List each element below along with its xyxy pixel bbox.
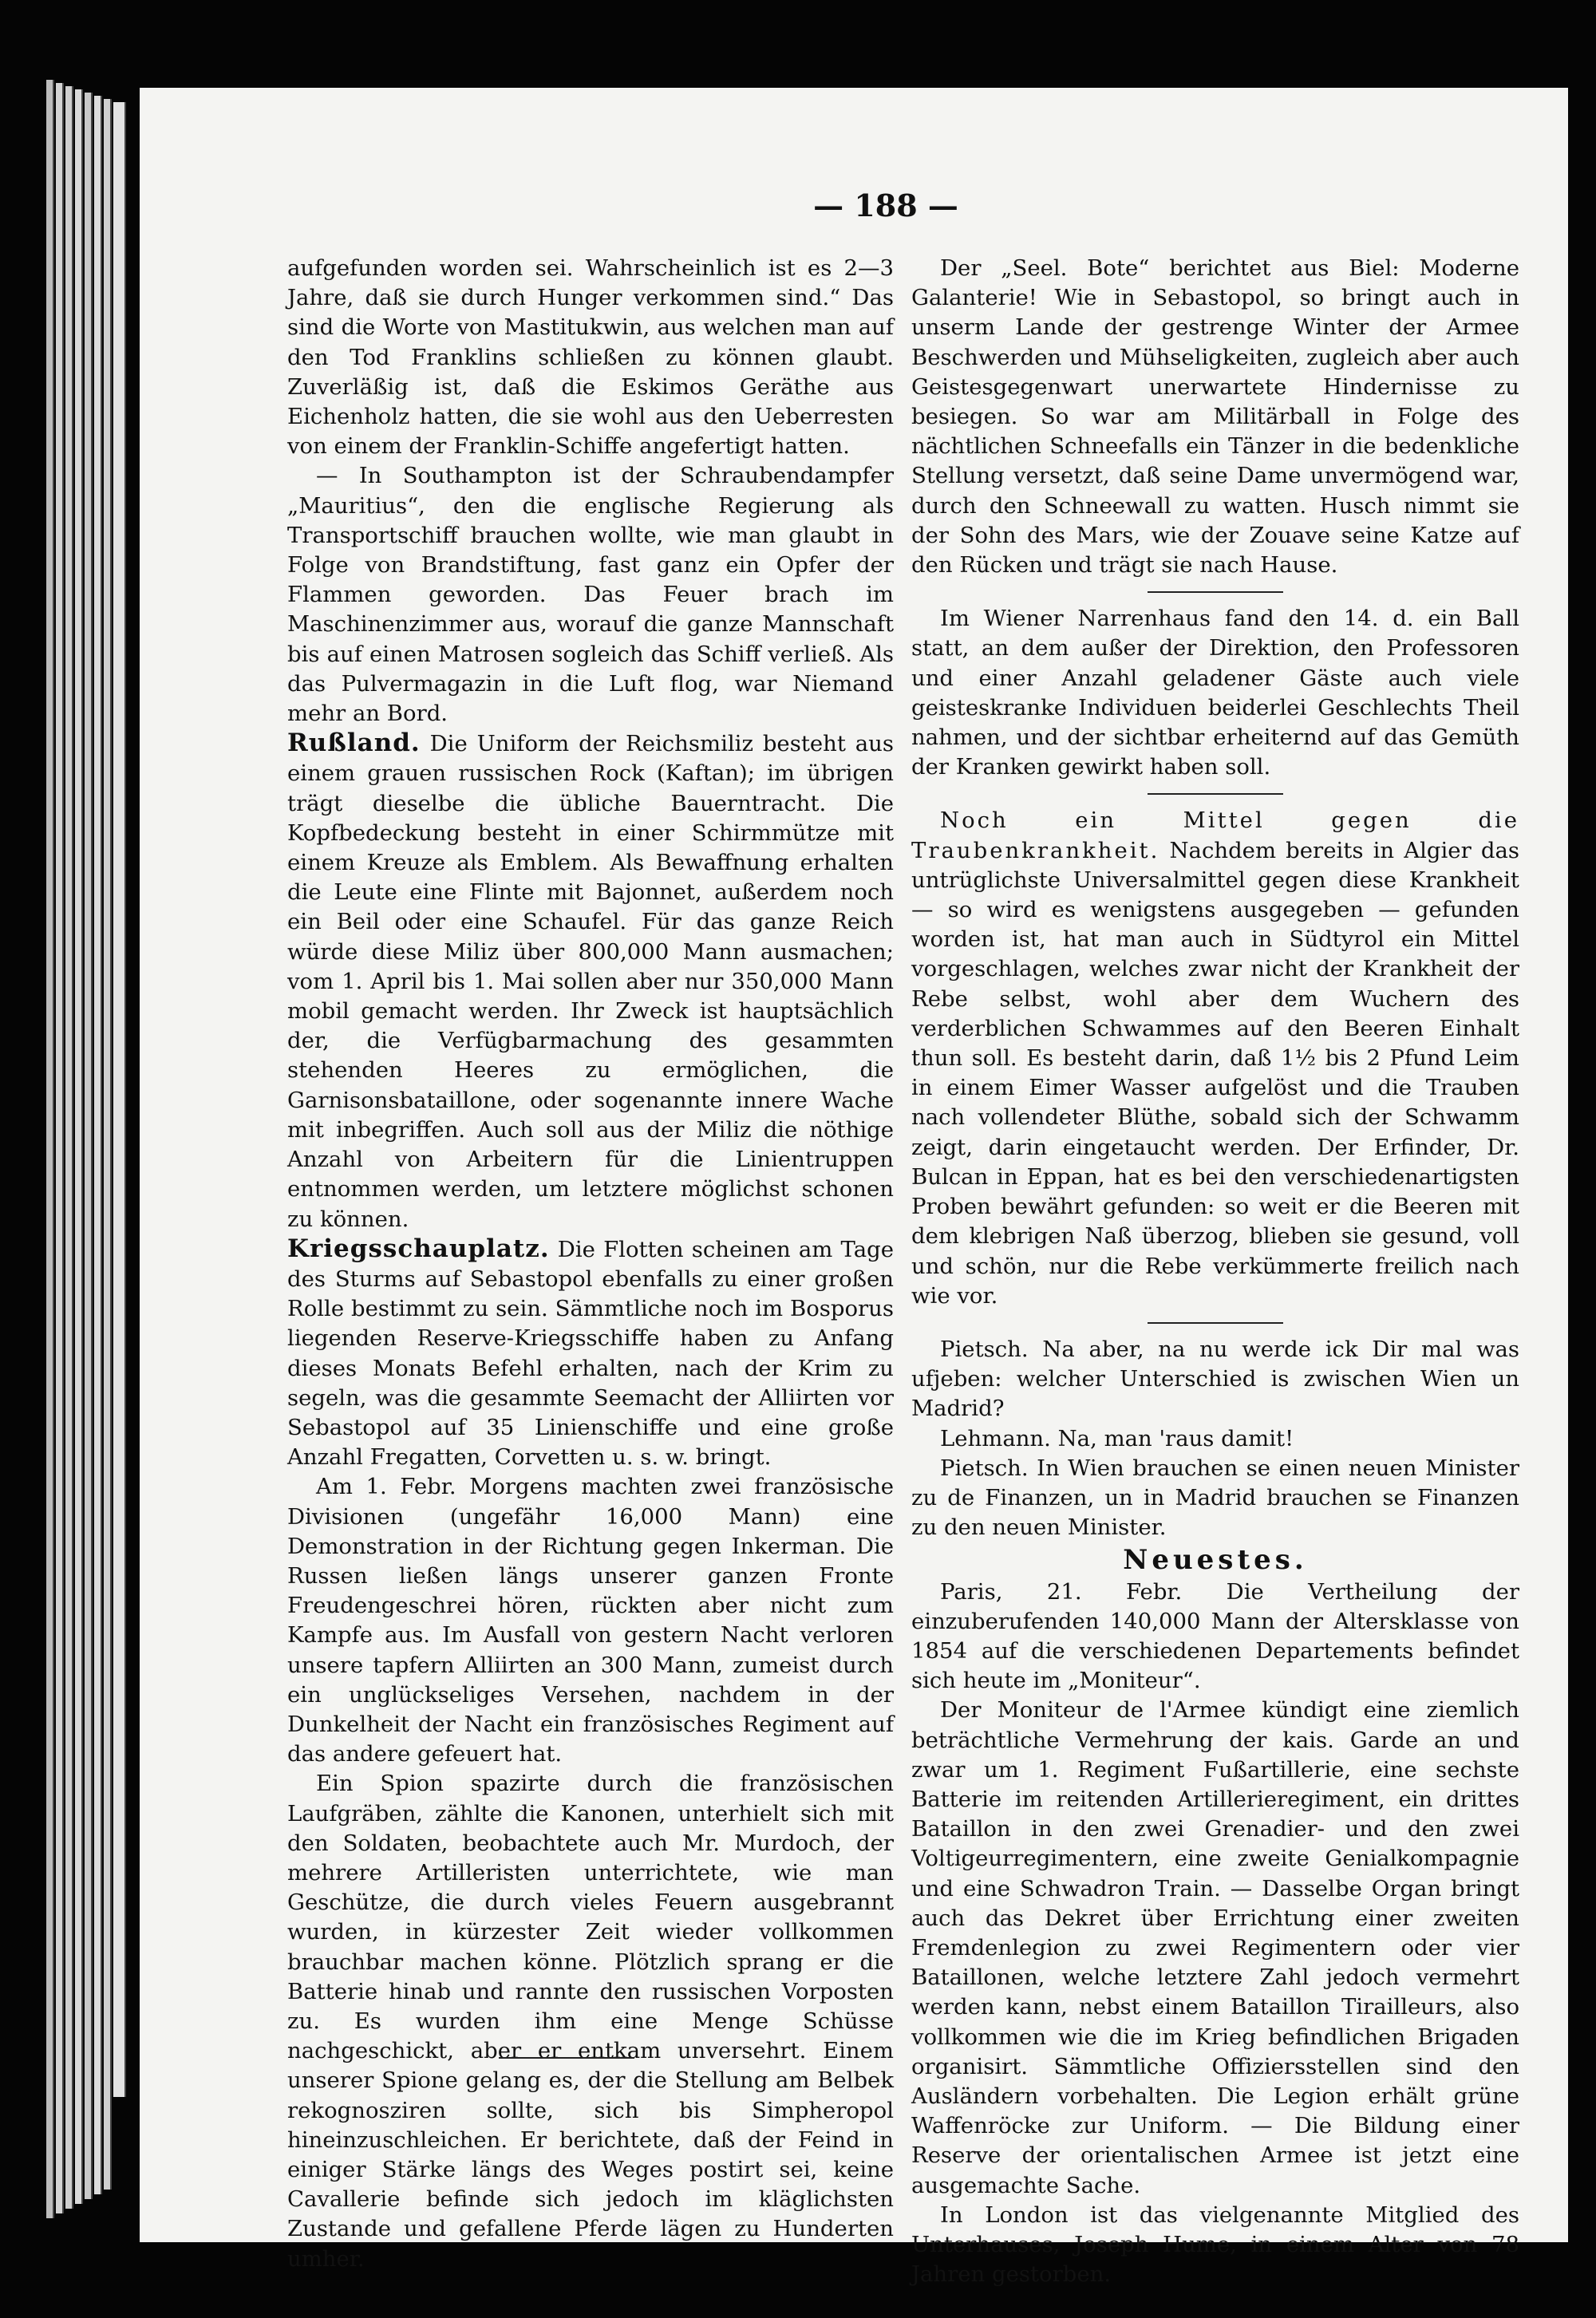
page-edge (85, 93, 93, 2199)
paragraph: Pietsch. In Wien brauchen se einen neuen Minister zu de Finanzen, un in Madrid brauchen se Finanzen zu den neuen Minister. (911, 1455, 1519, 1541)
paragraph: Der „Seel. Bote“ berichtet aus Biel: Moderne Galanterie! Wie in Sebastopol, so bringt auch in unserm Lande der gestrenge Winter der Armee Beschwerden und Mühseligkeiten, zugleich aber auch Geistesgegenwart unerwartete Hindernisse zu besiegen. So war am Militärball in Folge des nächtlichen Schneefalls ein Tänzer in die bedenkliche Stellung versetzt, daß seine Dame unvermögend war, durch den Schneewall zu watten. Husch nimmt sie der Sohn des Mars, wie der Zouave seine Katze auf den Rücken und trägt sie nach Hause. (911, 255, 1519, 579)
section-heading: Rußland. (287, 729, 421, 758)
page-edge (46, 80, 54, 2218)
page-edge (56, 83, 64, 2213)
page-number: — 188 — (813, 188, 958, 223)
paragraph (287, 1234, 894, 1473)
page-edge (94, 96, 102, 2194)
page-edge (65, 86, 73, 2209)
paragraph: Im Wiener Narrenhaus fand den 14. d. ein Ball statt, an dem außer der Direktion, den Professoren und einer Anzahl geladener Gäste auch viele geisteskranke Individuen beiderlei Geschlechts Theil nahmen, und der sichtbar erheiternd auf das Gemüth der Kranken gewirkt haben soll. (911, 606, 1519, 780)
paragraph: Paris, 21. Febr. Die Vertheilung der einzuberufenden 140,000 Mann der Altersklasse von 1854 auf die verschiedenen Departements befindet sich heute im „Moniteur“. (911, 1578, 1519, 1694)
paragraph: Ein Spion spazirte durch die französischen Laufgräben, zählte die Kanonen, unterhielt sich mit den Soldaten, beobachtete auch Mr. Murdoch, der mehrere Artilleristen unterrichtete, wie man Geschütze, die durch vieles Feuern ausgebrannt wurden, in kürzester Zeit wieder vollkommen brauchbar machen könne. Plötzlich sprang er die Batterie hinab und rannte den russischen Vorposten zu. Es wurden ihm eine Menge Schüsse nachgeschickt, aber er entkam unversehrt. Einem unserer Spione gelang es, der die Stellung am Belbek rekognosziren sollte, sich bis Simpheropol hineinzuschleichen. Er berichtete, daß der Feind in einiger Stärke längs des Weges postirt sei, keine Cavallerie befinde sich jedoch im kläglichsten Zustande und gefallene Pferde lägen zu Hunderten umher. (287, 1771, 894, 2272)
page-edge (75, 89, 83, 2204)
paragraph: — In Southampton ist der Schraubendampfer „Mauritius“, den die englische Regierung als Transportschiff brauchen wollte, wie man glaubt in Folge von Brandstiftung, fast ganz ein Opfer der Flammen geworden. Das Feuer brach im Maschinenzimmer aus, worauf die ganze Mannschaft bis auf einen Matrosen sogleich das Schiff verließ. Als das Pulvermagazin in die Luft flog, war Niemand mehr an Bord. (287, 463, 894, 727)
paragraph-text: Die Flotten scheinen am Tage des Sturms auf Sebastopol ebenfalls zu einer großen Rolle bestimmt zu sein. Sämmtliche noch im Bosporus liegenden Reserve-Kriegsschiffe haben zu Anfang dieses Monats Befehl erhalten, nach der Krim zu segeln, was die gesammte Seemacht der Alliirten vor Sebastopol auf 35 Linienschiffe und eine große Anzahl Fregatten, Corvetten u. s. w. bringt. (287, 1236, 894, 1471)
paragraph: Lehmann. Na, man 'raus damit! (940, 1425, 1294, 1451)
divider-rule (1148, 591, 1283, 593)
divider-rule (499, 2057, 634, 2059)
section-heading: Kriegsschauplatz. (287, 1234, 550, 1263)
page-edge (113, 102, 126, 2097)
left-column (287, 254, 894, 2274)
paragraph (911, 806, 1519, 1310)
section-heading: Noch ein Mittel gegen die Traubenkrankheit. (911, 808, 1519, 863)
paragraph: Pietsch. Na aber, na nu werde ick Dir mal was ufjeben: welcher Unterschied is zwischen Wien un Madrid? (911, 1336, 1519, 1422)
paragraph: In London ist das vielgenannte Mitglied des Unterhauses, Joseph Hume, in einem Alter von 78 Jahren gestorben. (911, 2202, 1519, 2288)
paragraph: Am 1. Febr. Morgens machten zwei französische Divisionen (ungefähr 16,000 Mann) eine Demonstration in der Richtung gegen Inkerman. Die Russen ließen längs unserer ganzen Fronte Freudengeschrei hören, rückten aber nicht zum Kampfe aus. Im Ausfall von gestern Nacht verloren unsere tapfern Alliirten an 300 Mann, zumeist durch ein unglückseliges Versehen, nachdem in der Dunkelheit der Nacht ein französisches Regiment auf das andere gefeuert hat. (287, 1474, 894, 1767)
divider-rule (1148, 793, 1283, 795)
paragraph (287, 729, 894, 1234)
divider-rule (1148, 1322, 1283, 1324)
paragraph: aufgefunden worden sei. Wahrscheinlich ist es 2—3 Jahre, daß sie durch Hunger verkommen sind.“ Das sind die Worte von Mastitukwin, aus welchen man auf den Tod Franklins schließen zu können glaubt. Zuverläßig ist, daß die Eskimos Geräthe aus Eichenholz hatten, die sie wohl aus den Ueberresten von einem der Franklin-Schiffe angefertigt hatten. (287, 255, 894, 460)
section-heading-neuestes: Neuestes. (1123, 1544, 1308, 1577)
paragraph-text: Nachdem bereits in Algier das untrüglichste Universalmittel gegen diese Krankheit — so wird es wenigstens ausgegeben — gefunden worden ist, hat man auch in Südtyrol ein Mittel vorgeschlagen, welches zwar nicht der Krankheit der Rebe selbst, wohl aber dem Wuchern des verderblichen Schwammes auf den Beeren Einhalt thun soll. Es besteht darin, daß 1½ bis 2 Pfund Leim in einem Eimer Wasser aufgelöst und die Trauben nach vollendeter Blüthe, sobald sich der Schwamm zeigt, darin eingetaucht werden. Der Erfinder, Dr. Bulcan in Eppan, hat es bei den verschiedenartigsten Proben bewährt gefunden: so weit er die Beeren mit dem klebrigen Naß überzog, blieben sie gesund, voll und schön, nur die Rebe verkümmerte freilich nach wie vor. (911, 837, 1519, 1309)
right-column (911, 254, 1519, 2289)
paragraph-text: Die Uniform der Reichsmiliz besteht aus einem grauen russischen Rock (Kaftan); im übrigen trägt dieselbe die übliche Bauerntracht. Die Kopfbedeckung besteht in einer Schirmmütze mit einem Kreuze als Emblem. Als Bewaffnung erhalten die Leute eine Flinte mit Bajonnet, außerdem noch ein Beil oder eine Schaufel. Für das ganze Reich würde diese Miliz über 800,000 Mann ausmachen; vom 1. April bis 1. Mai sollen aber nur 350,000 Mann mobil gemacht werden. Ihr Zweck ist hauptsächlich der, die Verfügbarmachung des gesammten stehenden Heeres zu ermöglichen, die Garnisonsbataillone, oder sogenannte innere Wache mit inbegriffen. Auch soll aus der Miliz die nöthige Anzahl von Arbeitern für die Linientruppen entnommen werden, um letztere möglichst schonen zu können. (287, 731, 894, 1232)
page-edge (104, 99, 112, 2190)
paragraph: Der Moniteur de l'Armee kündigt eine ziemlich beträchtliche Vermehrung der kais. Garde an und zwar um 1. Regiment Fußartillerie, eine sechste Batterie im reitenden Artillerieregiment, ein drittes Bataillon in den zwei Grenadier- und den zwei Voltigeurregimentern, eine zweite Genialkompagnie und eine Schwadron Train. — Dasselbe Organ bringt auch das Dekret über Errichtung einer zweiten Fremdenlegion zu zwei Regimentern oder vier Bataillonen, welche letztere Zahl jedoch vermehrt werden kann, nebst einem Bataillon Tirailleurs, also vollkommen wie die im Krieg befindlichen Brigaden organisirt. Sämmtliche Offiziersstellen sind den Ausländern vorbehalten. Die Legion erhält grüne Waffenröcke zur Uniform. — Die Bildung einer Reserve der orientalischen Armee ist jetzt eine ausgemachte Sache. (911, 1697, 1519, 2198)
